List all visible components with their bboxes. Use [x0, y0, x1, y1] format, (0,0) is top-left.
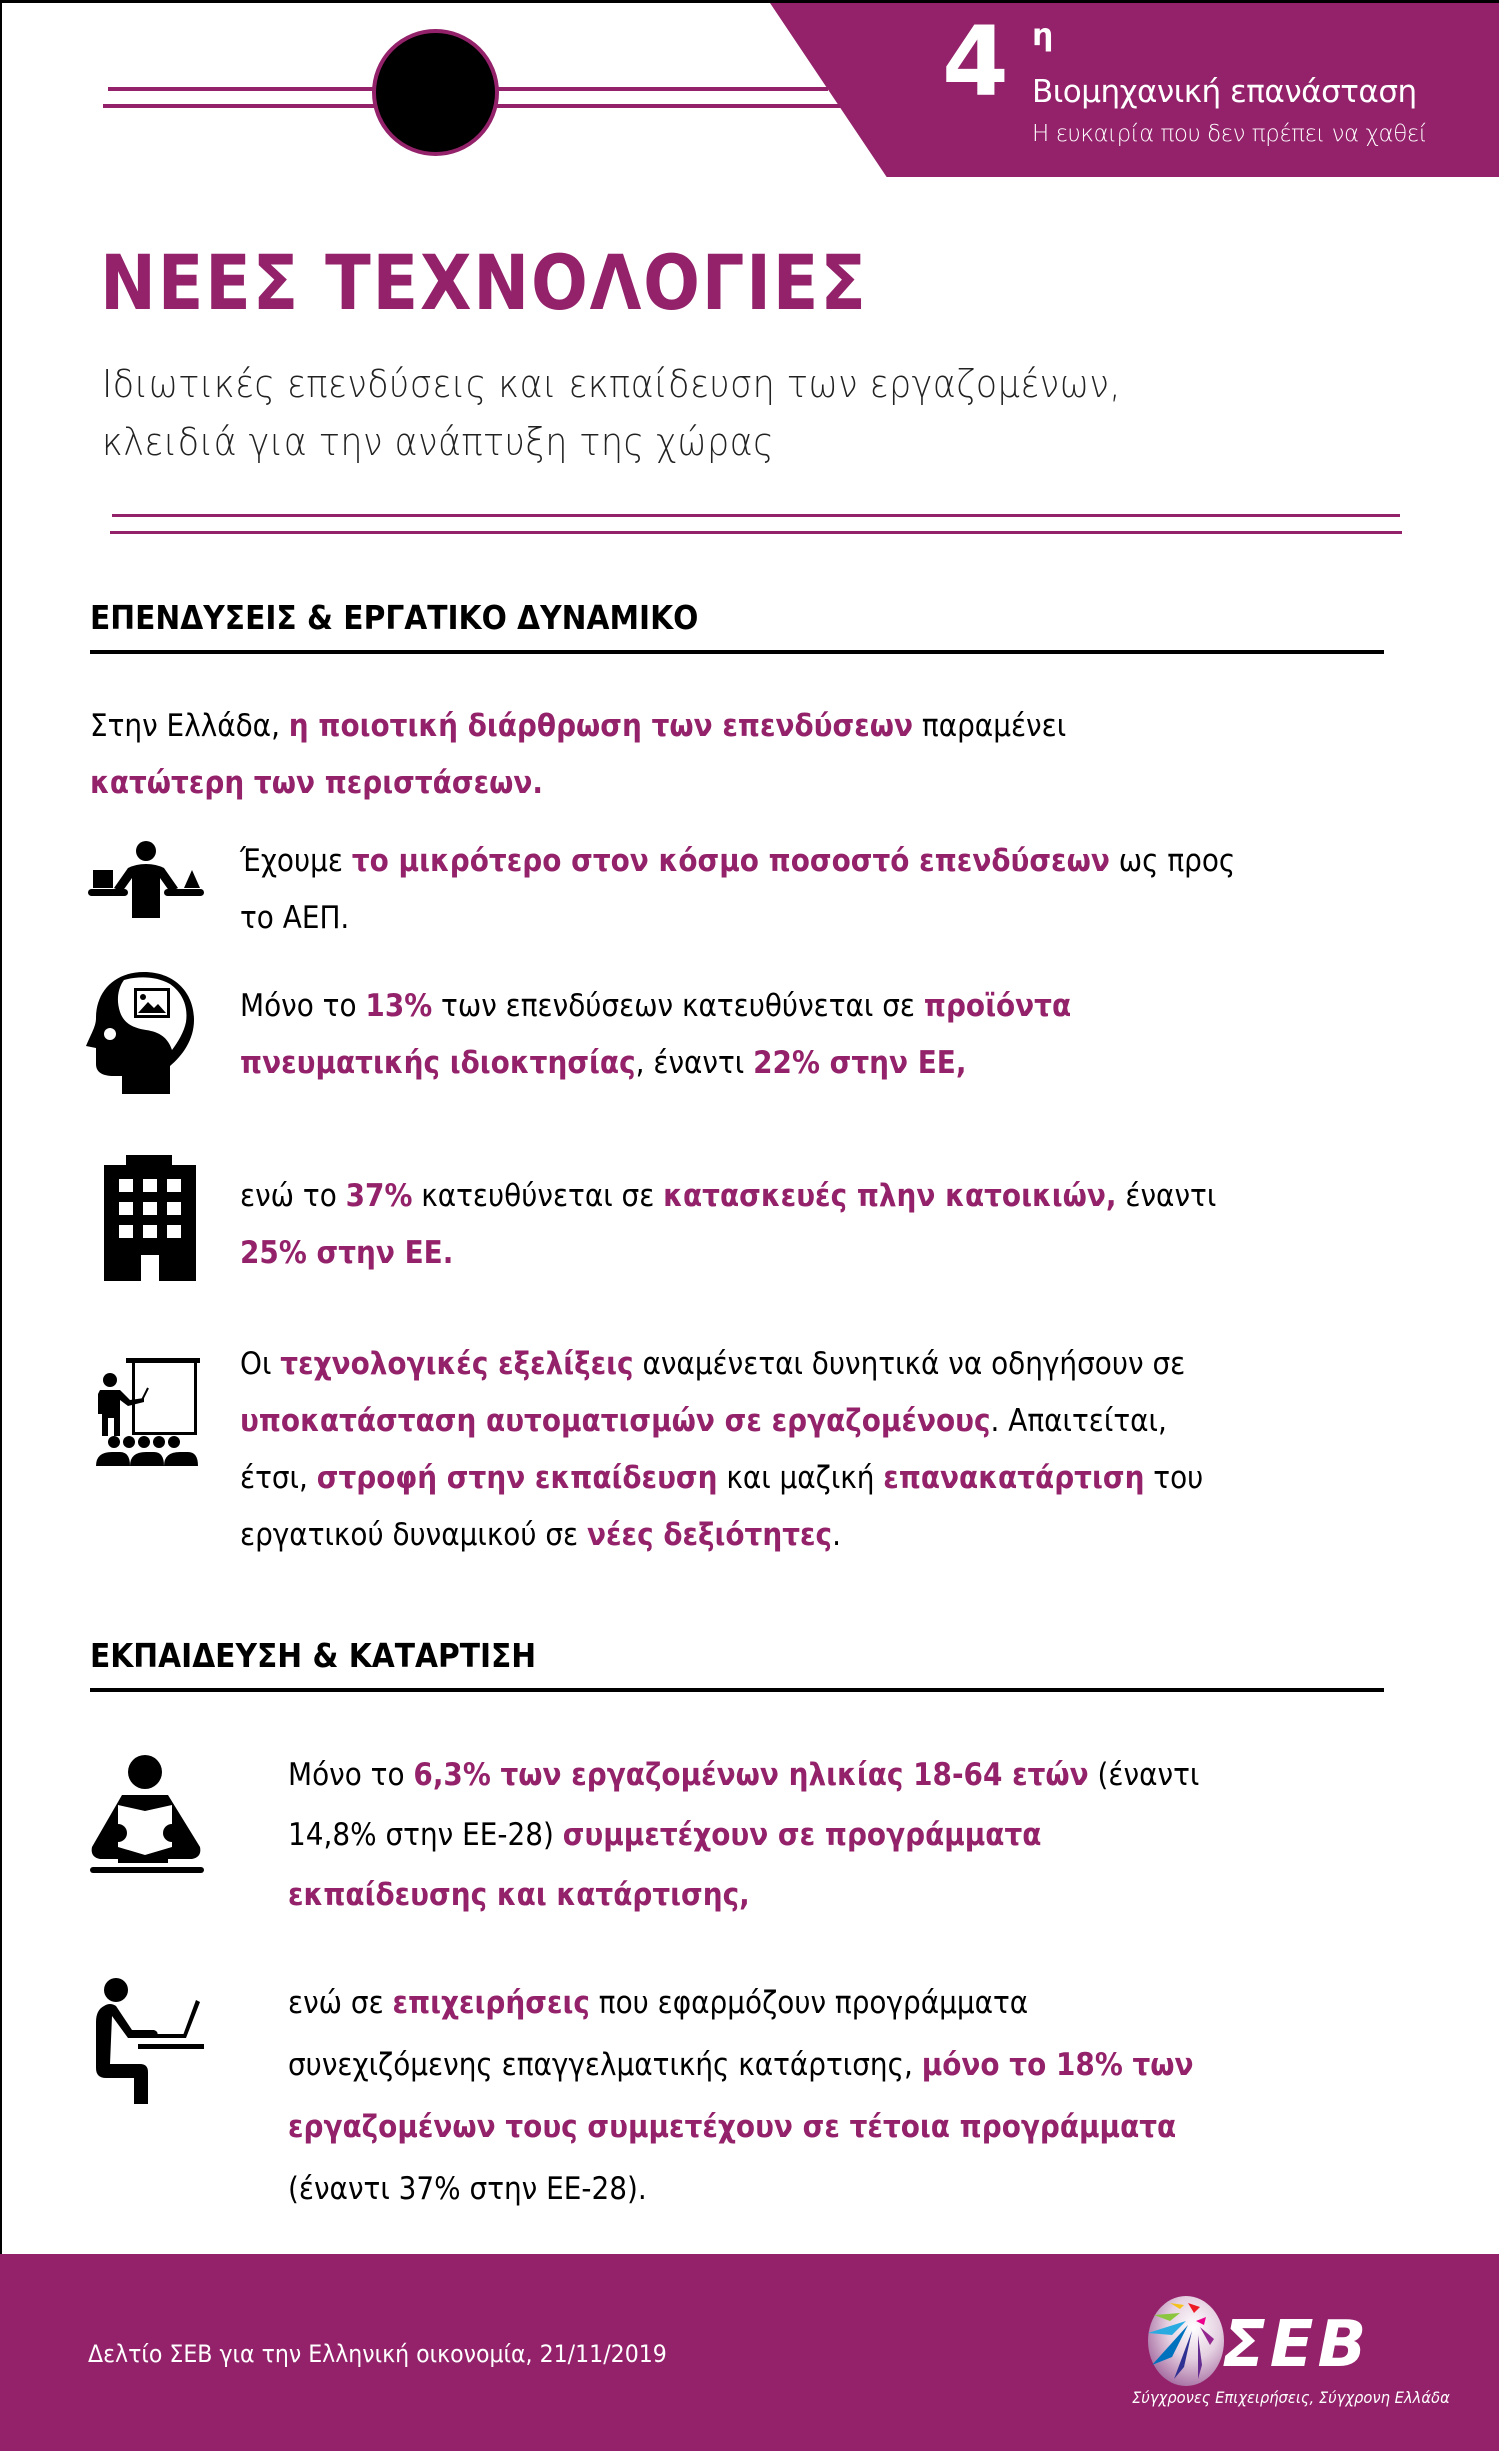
- title-rule-top: [112, 514, 1400, 517]
- title-rule-bottom: [110, 531, 1402, 534]
- banner-title: Βιομηχανική επανάσταση: [1032, 74, 1417, 110]
- item-technology-developments: Οι τεχνολογικές εξελίξεις αναμένεται δυνητικά να οδηγήσουν σε υποκατάσταση αυτοματισμών σε εργαζομένους. Απαιτείται, έτσι, στροφή στην εκπαίδευση και μαζική επανακατάρτιση του εργατικού δυναμικού σε νέες δεξιότητες.: [240, 1346, 1204, 1553]
- left-border: [0, 0, 2, 2451]
- reading-person-icon: [88, 1755, 204, 1873]
- item-workers-training: Μόνο το 6,3% των εργαζομένων ηλικίας 18-64 ετών (έναντι 14,8% στην ΕΕ-28) συμμετέχουν σε προγράμματα εκπαίδευσης και κατάρτισης,: [288, 1757, 1200, 1913]
- banner-subtitle: Η ευκαιρία που δεν πρέπει να χαθεί: [1032, 121, 1428, 147]
- subtitle-line-2: κλειδιά για την ανάπτυξη της χώρας: [102, 420, 775, 464]
- section-rule-investments: [90, 650, 1384, 654]
- item-intellectual-property: Μόνο το 13% των επενδύσεων κατευθύνεται σε προϊόντα πνευματικής ιδιοκτησίας, έναντι 22% στην ΕΕ,: [240, 988, 1072, 1081]
- subtitle-line-1: Ιδιωτικές επενδύσεις και εκπαίδευση των εργαζομένων,: [102, 362, 1121, 406]
- banner-superscript: η: [1032, 18, 1054, 53]
- intro-paragraph: [90, 698, 1066, 812]
- item-lowest-investment: Έχουμε το μικρότερο στον κόσμο ποσοστό επενδύσεων ως προς το ΑΕΠ.: [240, 843, 1236, 936]
- footer-source: Δελτίο ΣΕΒ για την Ελληνική οικονομία, 21/11/2019: [88, 2340, 667, 2368]
- section-heading-investments: ΕΠΕΝΔΥΣΕΙΣ & ΕΡΓΑΤΙΚΟ ΔΥΝΑΜΙΚΟ: [90, 598, 699, 637]
- building-icon: [104, 1155, 196, 1281]
- balance-person-icon: [88, 840, 204, 918]
- seb-logo-tagline: Σύγχρονες Επιχειρήσεις, Σύγχρονη Ελλάδα: [1132, 2388, 1450, 2407]
- item-enterprise-training: ενώ σε επιχειρήσεις που εφαρμόζουν προγράμματα συνεχιζόμενης επαγγελματικής κατάρτισης, μόνο το 18% των εργαζομένων τους συμμετέχουν σε τέτοια προγράμματα (έναντι 37% στην ΕΕ-28).: [288, 1985, 1194, 2207]
- item-construction: ενώ το 37% κατευθύνεται σε κατασκευές πλην κατοικιών, έναντι 25% στην ΕΕ.: [240, 1178, 1217, 1271]
- top-border: [0, 0, 1499, 3]
- presentation-icon: [96, 1358, 200, 1476]
- page-title: ΝΕΕΣ ΤΕΧΝΟΛΟΓΙΕΣ: [100, 238, 868, 327]
- laptop-person-icon: [94, 1978, 206, 2104]
- head-image-icon: [86, 970, 198, 1095]
- decorative-circle: [372, 29, 499, 156]
- section-heading-education: ΕΚΠΑΙΔΕΥΣΗ & ΚΑΤΑΡΤΙΣΗ: [90, 1636, 537, 1675]
- page-subtitle: [102, 355, 1298, 471]
- banner-number: 4: [942, 6, 1005, 118]
- intro-line-2: κατώτερη των περιστάσεων.: [90, 765, 543, 801]
- seb-globe-logo-icon: [1140, 2295, 1232, 2391]
- section-rule-education: [90, 1688, 1384, 1692]
- intro-line-1: Στην Ελλάδα, η ποιοτική διάρθρωση των επενδύσεων παραμένει: [90, 708, 1067, 744]
- seb-logo-text: ΣΕΒ: [1222, 2308, 1371, 2382]
